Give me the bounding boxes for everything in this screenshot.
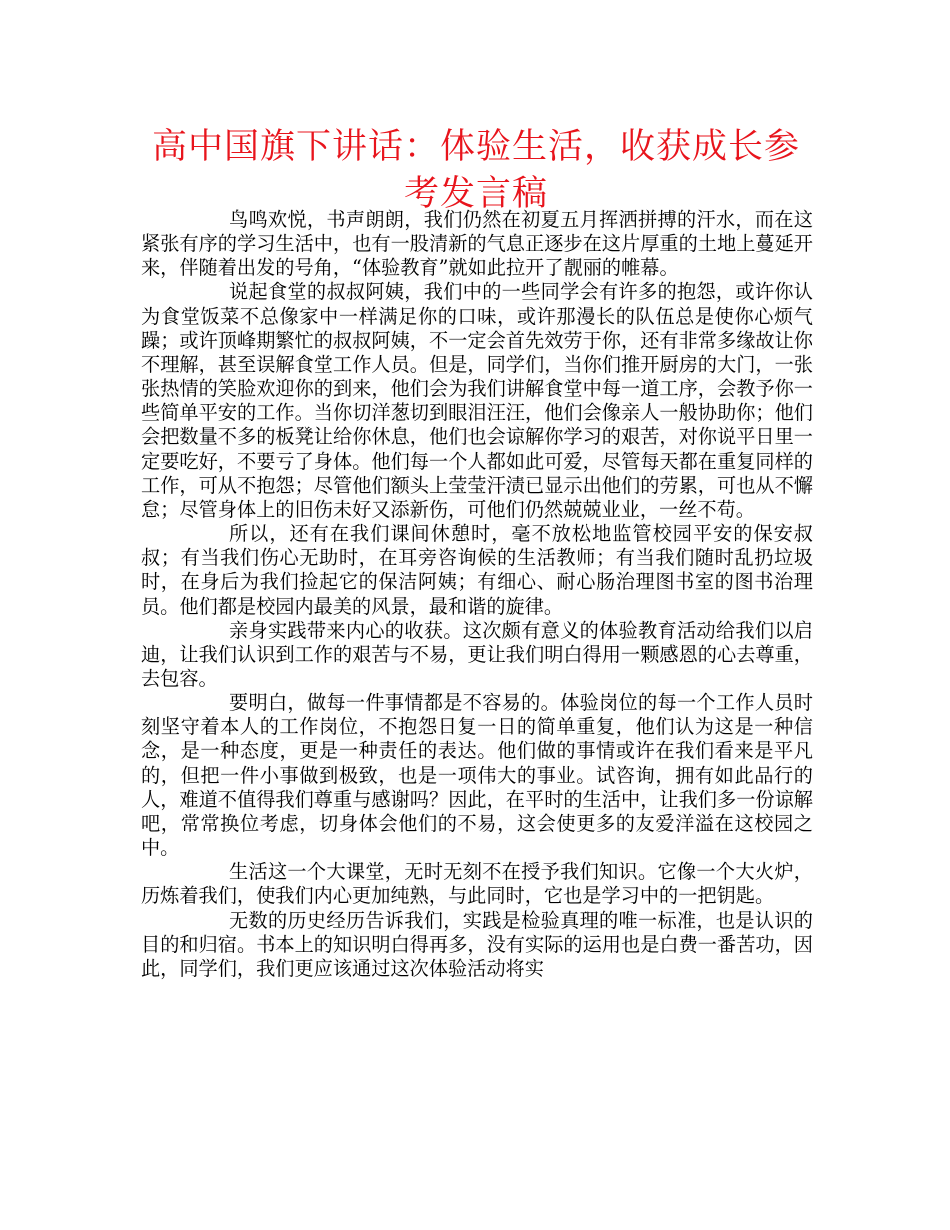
document-title: 高中国旗下讲话：体验生活，收获成长参考发言稿 [151, 127, 800, 214]
paragraph-1: 鸟鸣欢悦，书声朗朗，我们仍然在初夏五月挥洒拼搏的汗水，而在这紧张有序的学习生活中，也有一股清新的气息正逐步在这片厚重的土地上蔓延开来，伴随着出发的号角，“体验教育”就如此拉开了靓丽的帷幕。 [141, 208, 813, 280]
paragraph-6: 生活这一个大课堂，无时无刻不在授予我们知识。它像一个大火炉，历炼着我们，使我们内心更加纯熟，与此同时，它也是学习中的一把钥匙。 [141, 860, 813, 908]
paragraph-3: 所以，还有在我们课间休憩时，毫不放松地监管校园平安的保安叔叔；有当我们伤心无助时，在耳旁咨询候的生活教师；有当我们随时乱扔垃圾时，在身后为我们捡起它的保洁阿姨；有细心、耐心肠治理图书室的图书治理员。他们都是校园内最美的风景，最和谐的旋律。 [141, 522, 813, 618]
paragraph-4: 亲身实践带来内心的收获。这次颇有意义的体验教育活动给我们以启迪，让我们认识到工作的艰苦与不易，更让我们明白得用一颗感恩的心去尊重，去包容。 [141, 618, 813, 690]
paragraph-5: 要明白，做每一件事情都是不容易的。体验岗位的每一个工作人员时刻坚守着本人的工作岗位，不抱怨日复一日的简单重复，他们认为这是一种信念，是一种态度，更是一种责任的表达。他们做的事情或许在我们看来是平凡的，但把一件小事做到极致，也是一项伟大的事业。试咨询，拥有如此品行的人，难道不值得我们尊重与感谢吗？因此，在平时的生活中，让我们多一份谅解吧，常常换位考虑，切身体会他们的不易，这会使更多的友爱洋溢在这校园之中。 [141, 691, 813, 860]
document-body [141, 208, 813, 981]
paragraph-2: 说起食堂的叔叔阿姨，我们中的一些同学会有许多的抱怨，或许你认为食堂饭菜不总像家中一样满足你的口味，或许那漫长的队伍总是使你心烦气躁；或许顶峰期繁忙的叔叔阿姨，不一定会首先效劳于你，还有非常多缘故让你不理解，甚至误解食堂工作人员。但是，同学们，当你们推开厨房的大门，一张张热情的笑脸欢迎你的到来，他们会为我们讲解食堂中每一道工序，会教予你一些简单平安的工作。当你切洋葱切到眼泪汪汪，他们会像亲人一般协助你；他们会把数量不多的板凳让给你休息，他们也会谅解你学习的艰苦，对你说平日里一定要吃好，不要亏了身体。他们每一个人都如此可爱，尽管每天都在重复同样的工作，可从不抱怨；尽管他们额头上莹莹汗渍已显示出他们的劳累，可也从不懈怠；尽管身体上的旧伤未好又添新伤，可他们仍然兢兢业业，一丝不苟。 [141, 280, 813, 521]
paragraph-7: 无数的历史经历告诉我们，实践是检验真理的唯一标准，也是认识的目的和归宿。书本上的知识明白得再多，没有实际的运用也是白费一番苦功，因此，同学们，我们更应该通过这次体验活动将实 [141, 908, 813, 980]
